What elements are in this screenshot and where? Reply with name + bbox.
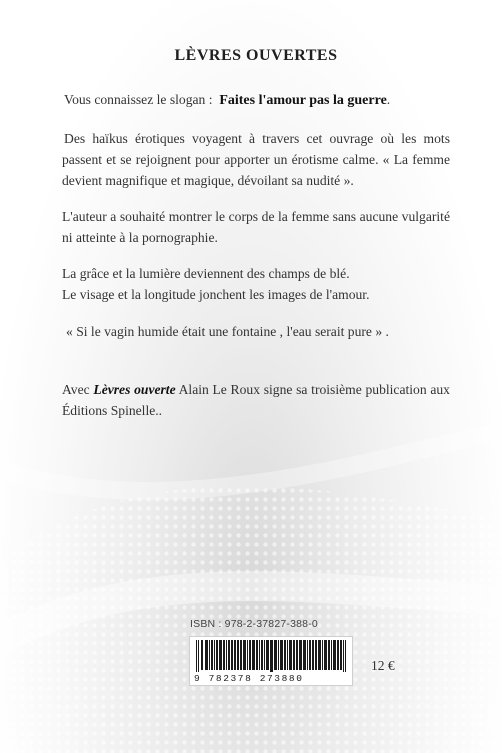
barcode-digits: 9 782378 273880 (194, 673, 304, 684)
barcode-bar (322, 640, 323, 670)
barcode-bar (198, 640, 199, 672)
barcode-bar (209, 640, 210, 670)
barcode-bar (333, 640, 336, 670)
barcode-bar (216, 640, 218, 670)
barcode-bar (343, 640, 344, 672)
paragraph-grace (62, 263, 450, 305)
barcode-bar (318, 640, 321, 670)
barcode-bar (201, 640, 203, 670)
barcode-bar (266, 640, 269, 670)
line-visage: Le visage et la longitude jonchent les images de l'amour. (62, 287, 370, 302)
barcode-bar (303, 640, 306, 670)
barcode-bar (328, 640, 330, 670)
barcode-bars (194, 640, 348, 672)
barcode-bar (315, 640, 317, 670)
barcode-bar (340, 640, 342, 670)
barcode-bar (337, 640, 339, 670)
barcode-bar (223, 640, 225, 670)
barcode-bar (278, 640, 279, 670)
barcode-bar (289, 640, 292, 670)
slogan-end: . (386, 92, 391, 107)
barcode-bar (299, 640, 302, 670)
barcode-bar (196, 640, 197, 672)
barcode-bar (237, 640, 239, 670)
barcode-bar (284, 640, 286, 670)
barcode-bar (205, 640, 208, 670)
barcode-bar (270, 640, 273, 672)
paragraph-closing (62, 379, 450, 421)
barcode-bar (226, 640, 227, 670)
slogan-intro: Vous connaissez le slogan : (64, 92, 213, 107)
barcode-bar (345, 640, 346, 672)
quote: « Si le vagin humide était une fontaine , l'eau serait pure » . (66, 324, 389, 339)
barcode-bar (264, 640, 265, 670)
barcode-bar (309, 640, 311, 670)
barcode-bar (312, 640, 314, 670)
barcode-bar (234, 640, 236, 670)
barcode-bar (247, 640, 248, 670)
isbn-number: ISBN : 978-2-37827-388-0 (190, 618, 318, 630)
barcode-bar (296, 640, 298, 670)
barcode-bar (331, 640, 332, 670)
barcode-bar (274, 640, 277, 670)
barcode-bar (214, 640, 215, 670)
slogan-text: Faites l'amour pas la guerre (219, 93, 387, 108)
paragraph-haikus: Des haïkus érotiques voyagent à travers cet ouvrage où les mots passent et se rejoignent pour apporter un érotisme calme. « La femme devient magnifique et magique, dévoilant sa nudité ». (62, 131, 450, 188)
barcode-bar (211, 640, 213, 670)
barcode-bar (261, 640, 263, 670)
barcode-bar (228, 640, 230, 670)
barcode-bar (243, 640, 246, 670)
barcode-bar (280, 640, 283, 670)
price: 12 € (371, 658, 395, 673)
closing-book-title: Lèvres ouverte (93, 382, 176, 397)
closing-before: Avec (62, 382, 90, 397)
barcode-bar (293, 640, 295, 670)
book-title: LÈVRES OUVERTES (174, 47, 338, 64)
barcode-bar (256, 640, 258, 670)
barcode-bar (249, 640, 251, 670)
barcode-bar (287, 640, 288, 670)
barcode-bar (324, 640, 327, 670)
barcode-bar (307, 640, 308, 670)
barcode (189, 636, 353, 686)
closing-after: Alain Le Roux signe sa troisième publication aux Éditions Spinelle.. (62, 382, 450, 418)
barcode-bar (259, 640, 260, 670)
barcode-bar (231, 640, 233, 670)
barcode-bar (252, 640, 255, 670)
slogan-line (62, 89, 452, 111)
paragraph-author: L'auteur a souhaité montrer le corps de la femme sans aucune vulgarité ni atteinte à la pornographie. (62, 209, 450, 245)
barcode-bar (240, 640, 242, 670)
barcode-bar (219, 640, 222, 670)
line-grace: La grâce et la lumière deviennent des champs de blé. (62, 266, 350, 281)
